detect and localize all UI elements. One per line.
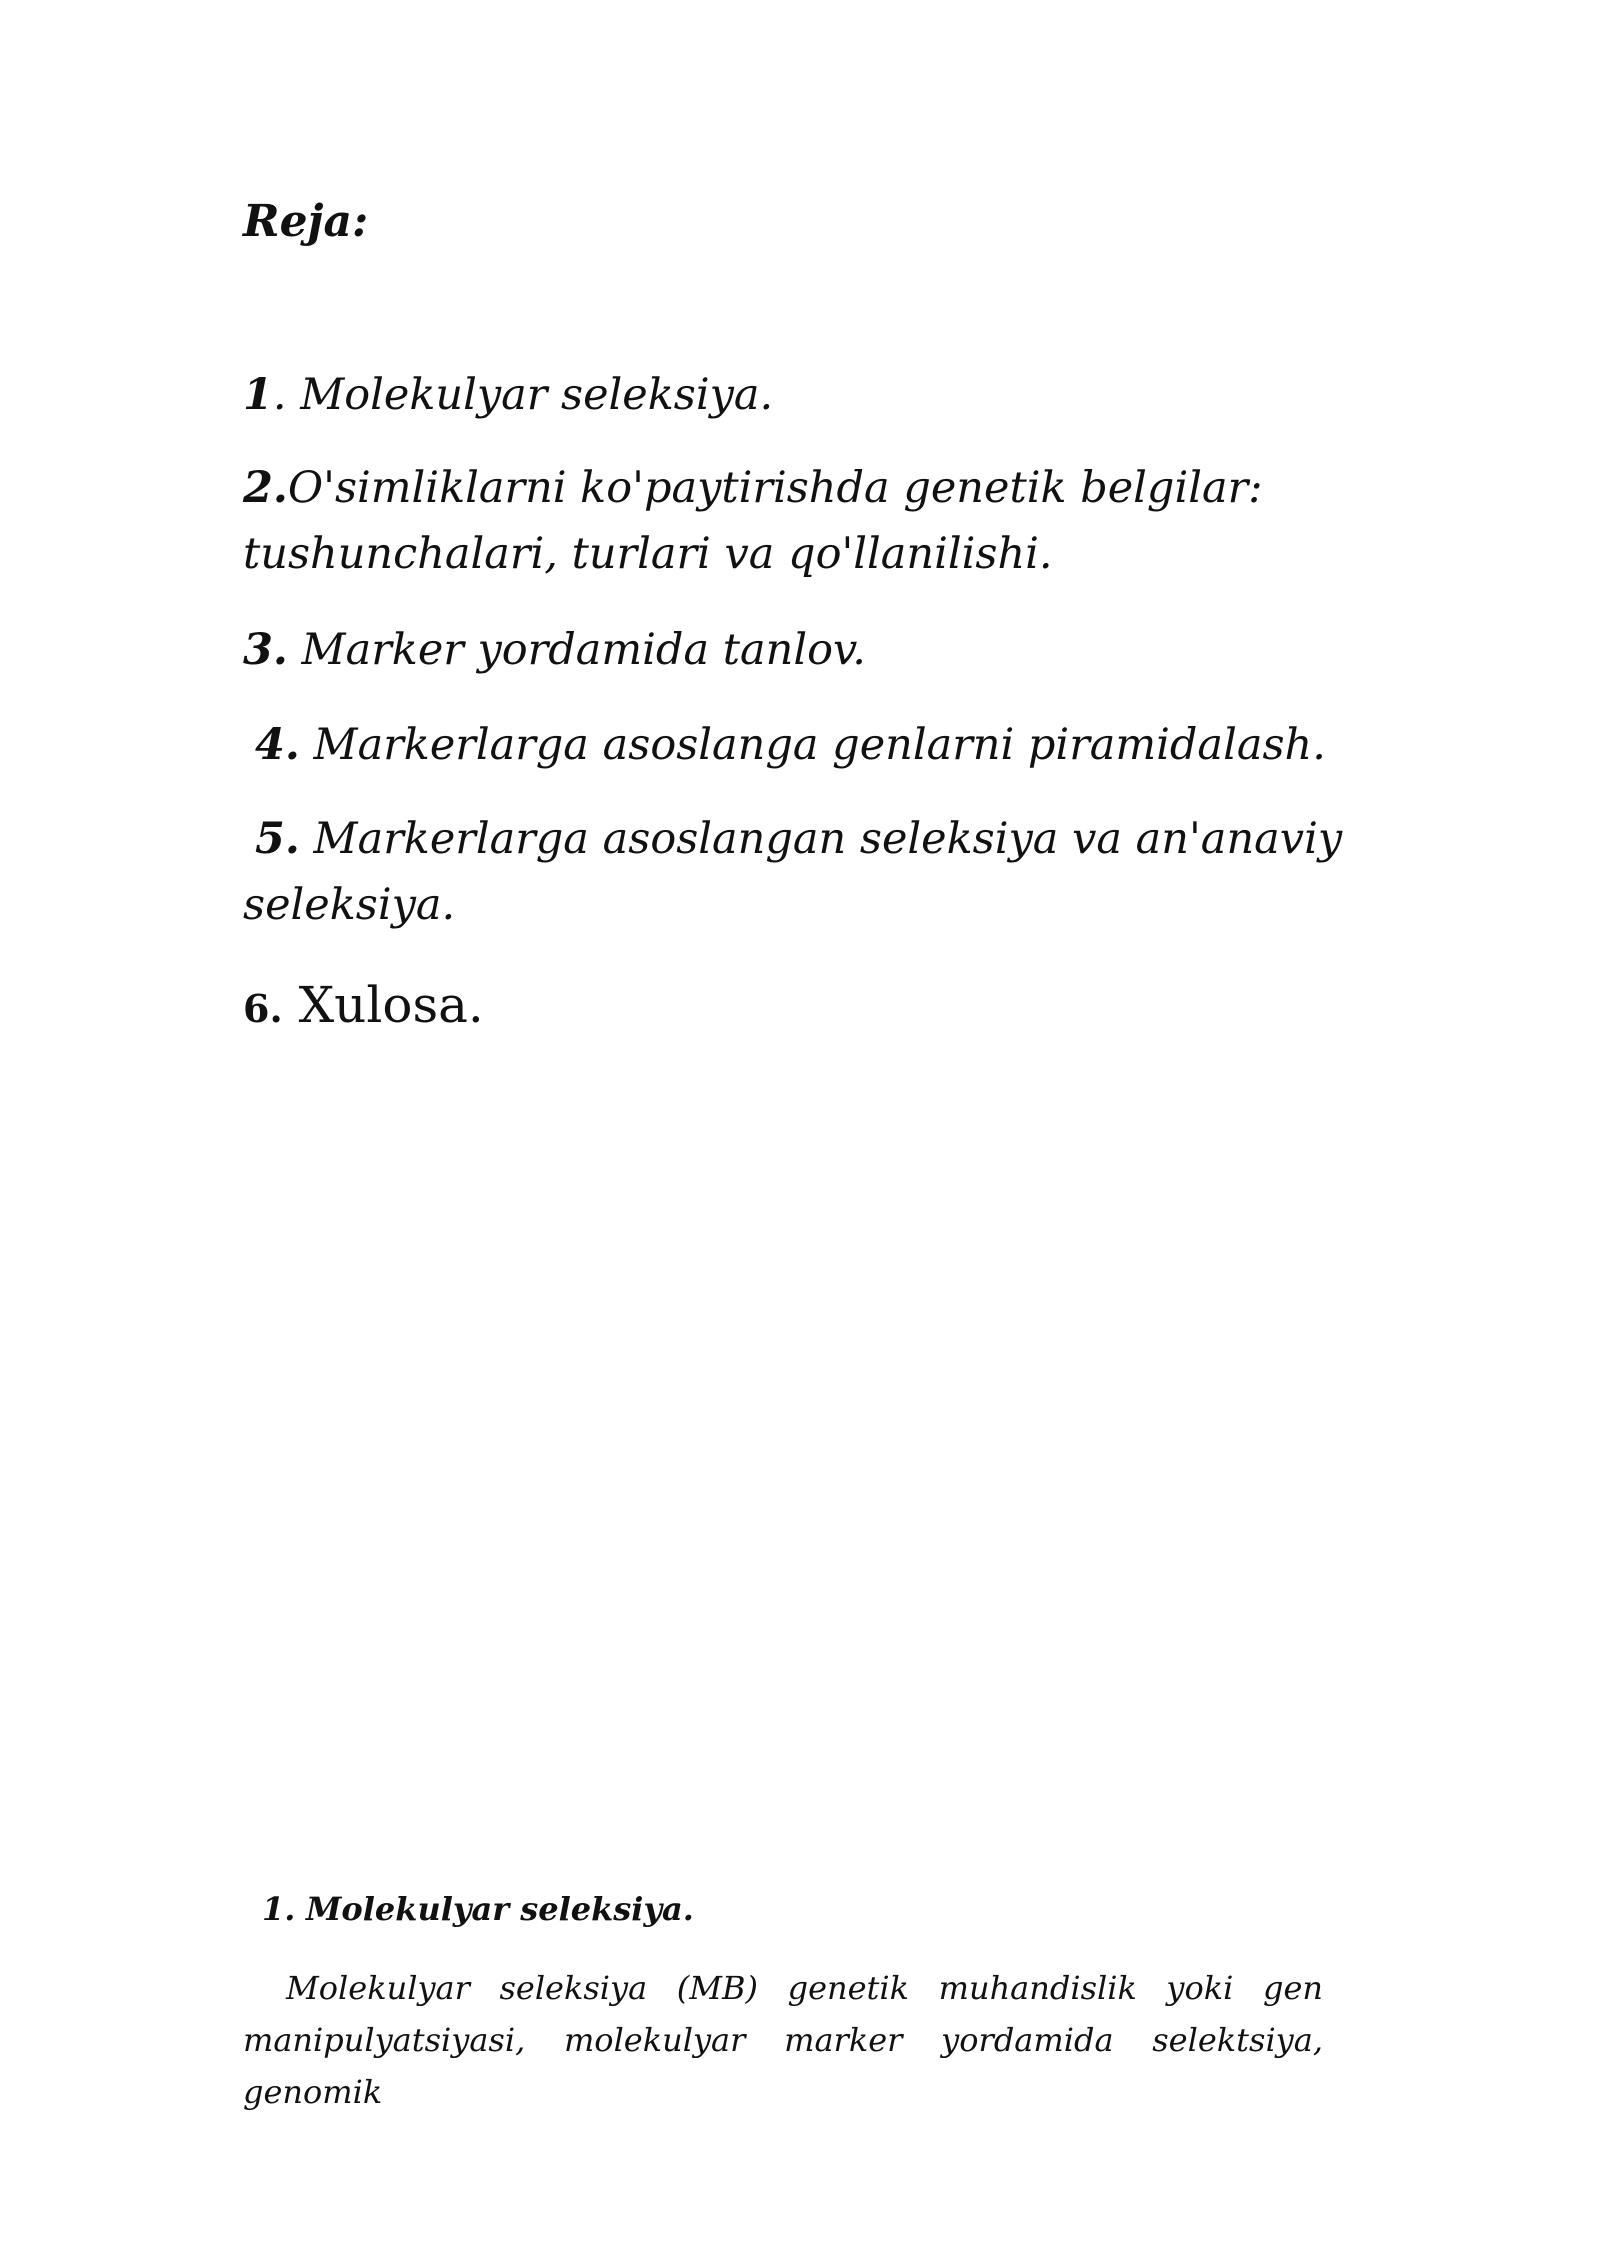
section-title (262, 1890, 694, 1928)
plan-item-number: 3. (243, 625, 288, 675)
plan-item-text: Markerlarga asoslanga genlarni piramidalash. (299, 720, 1326, 770)
plan-item-number: 4. (255, 720, 300, 770)
plan-item-number: 2. (243, 463, 288, 513)
plan-item-text: Markerlarga asoslangan seleksiya va an'anaviy seleksiya. (243, 814, 1343, 930)
plan-item-1 (243, 362, 1363, 428)
section-title-text: Molekulyar seleksiya. (306, 1890, 694, 1928)
plan-item-5 (243, 806, 1363, 938)
plan-item-6 (243, 972, 1363, 1042)
section-body-paragraph: Molekulyar seleksiya (MB) genetik muhandislik yoki gen manipulyatsiyasi, molekulyar marker yordamida selektsiya, genomik (243, 1969, 1323, 2111)
plan-item-number: 5. (255, 814, 300, 864)
plan-item-text: Marker yordamida tanlov. (287, 625, 866, 675)
plan-item-4 (243, 712, 1363, 778)
section-number: 1. (262, 1890, 296, 1928)
plan-item-3 (243, 617, 1363, 683)
plan-item-number: 1 (243, 370, 273, 420)
plan-item-text: . Molekulyar seleksiya. (272, 370, 774, 420)
plan-item-text: O'simliklarni ko'paytirishda genetik belgilar: tushunchalari, turlari va qo'llanilishi. (243, 463, 1263, 579)
plan-item-text: Xulosa. (282, 976, 484, 1034)
plan-heading: Reja: (243, 196, 369, 247)
plan-item-2 (243, 455, 1363, 587)
plan-item-number: 6. (243, 986, 283, 1031)
